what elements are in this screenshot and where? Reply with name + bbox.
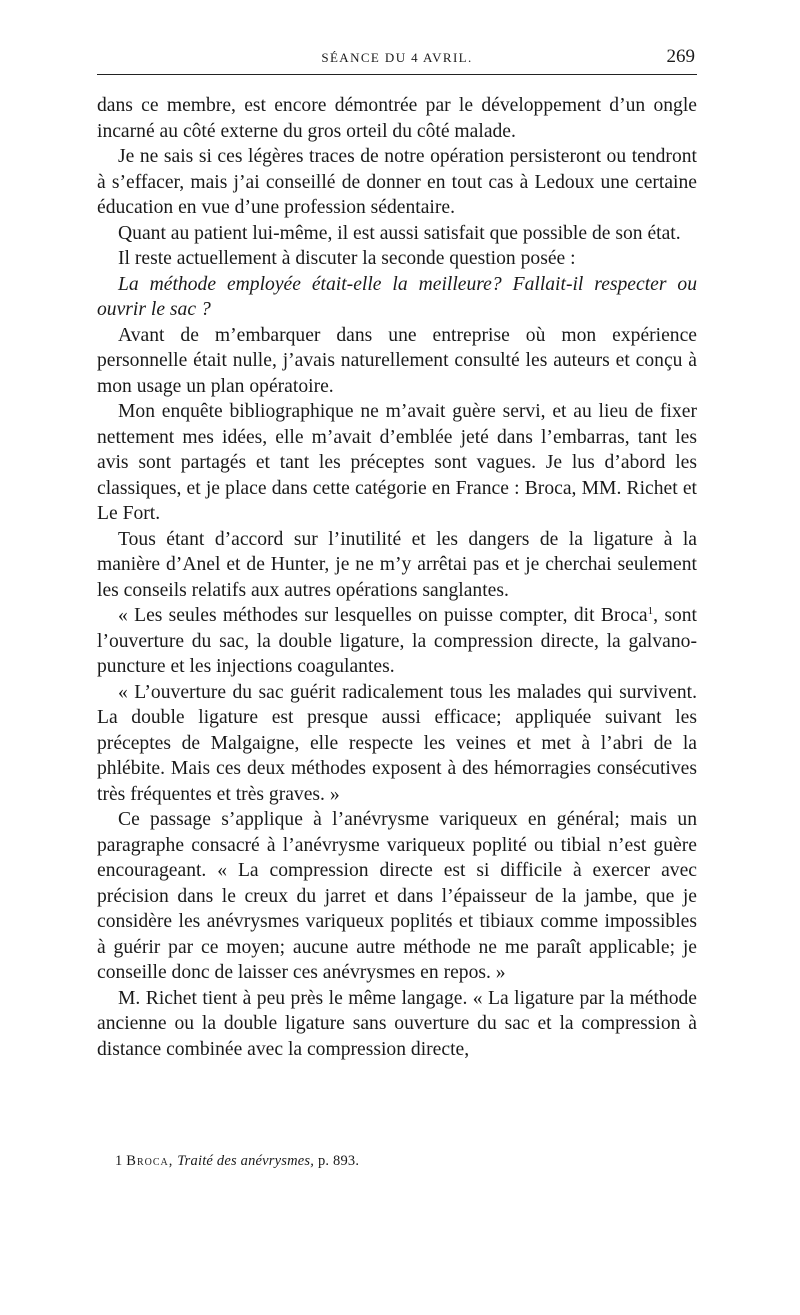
paragraph-8: Tous étant d’accord sur l’inutilité et les dangers de la ligature à la manière d’Anel et de Hunter, je ne m’y arrêtai pas et je cherchai seulement les conseils relatifs aux autres opérations sanglantes.	[97, 528, 697, 601]
paragraph-4: Il reste actuellement à discuter la seconde question posée :	[118, 248, 576, 269]
footnote-title: Traité des anévrysmes,	[177, 1153, 315, 1169]
paragraph-1: dans ce membre, est encore démontrée par le développement d’un ongle incarné au côté externe du gros orteil du côté malade.	[97, 95, 697, 142]
running-head	[97, 40, 697, 74]
question-text: La méthode employée était-elle la meilleure? Fallait-il respecter ou ouvrir le sac ?	[97, 273, 697, 320]
footnote-author: Broca,	[126, 1153, 174, 1169]
paragraph-6: Avant de m’embarquer dans une entreprise où mon expérience personnelle était nulle, j’avais naturellement consulté les auteurs et conçu à mon usage un plan opératoire.	[97, 324, 697, 397]
paragraph-12: M. Richet tient à peu près le même langage. « La ligature par la méthode ancienne ou la double ligature sans ouverture du sac et la compression à distance combinée avec la compression directe,	[97, 987, 697, 1060]
header-rule	[97, 74, 697, 75]
book-page	[97, 40, 697, 1062]
body-text	[97, 93, 697, 1062]
paragraph-11: Ce passage s’applique à l’anévrysme variqueux en général; mais un paragraphe consacré à l’anévrysme variqueux poplité ou tibial n’est guère encourageant. « La compression directe est si difficile à exercer avec précision dans le creux du jarret et dans l’épaisseur de la jambe, que je considère les anévrysmes variqueux poplités et tibiaux comme impossibles à guérir par ce moyen; aucune autre méthode ne me paraît applicable; je conseille donc de laisser ces anévrysmes en repos. »	[97, 809, 697, 983]
paragraph-question	[97, 272, 697, 323]
footnote-reference: 1	[647, 605, 654, 617]
paragraph-9-end: , sont l’ouverture du sac, la double ligature, la compression directe, la galvano-puncture et les injections coagulantes.	[97, 605, 697, 677]
paragraph-10: « L’ouverture du sac guérit radicalement tous les malades qui survivent. La double ligature est presque aussi efficace; appliquée suivant les préceptes de Malgaigne, elle respecte les veines et met à l’abri de la phlébite. Mais ces deux méthodes exposent à des hémorragies consécutives très fréquentes et très graves. »	[97, 681, 697, 805]
footnote-page: p. 893.	[317, 1153, 360, 1169]
footnote-marker: 1	[115, 1153, 123, 1169]
paragraph-3: Quant au patient lui-même, il est aussi satisfait que possible de son état.	[118, 222, 681, 244]
paragraph-9-start: « Les seules méthodes sur lesquelles on puisse compter, dit Broca	[118, 605, 648, 626]
paragraph-2: Je ne sais si ces légères traces de notre opération persisteront ou tendront à s’effacer, mais j’ai conseillé de donner en tout cas à Ledoux une certaine éducation en vue d’une profession sédentaire.	[97, 146, 697, 218]
running-head-title: SÉANCE DU 4 AVRIL.	[321, 50, 473, 65]
footnote	[115, 1153, 359, 1170]
page-number: 269	[666, 46, 695, 67]
paragraph-7: Mon enquête bibliographique ne m’avait guère servi, et au lieu de fixer nettement mes idées, elle m’avait d’emblée jeté dans l’embarras, tant les avis sont partagés et tant les préceptes sont vagues. Je lus d’abord les classiques, et je place dans cette catégorie en France : Broca, MM. Richet et Le Fort.	[97, 401, 697, 524]
paragraph-9	[97, 603, 697, 680]
